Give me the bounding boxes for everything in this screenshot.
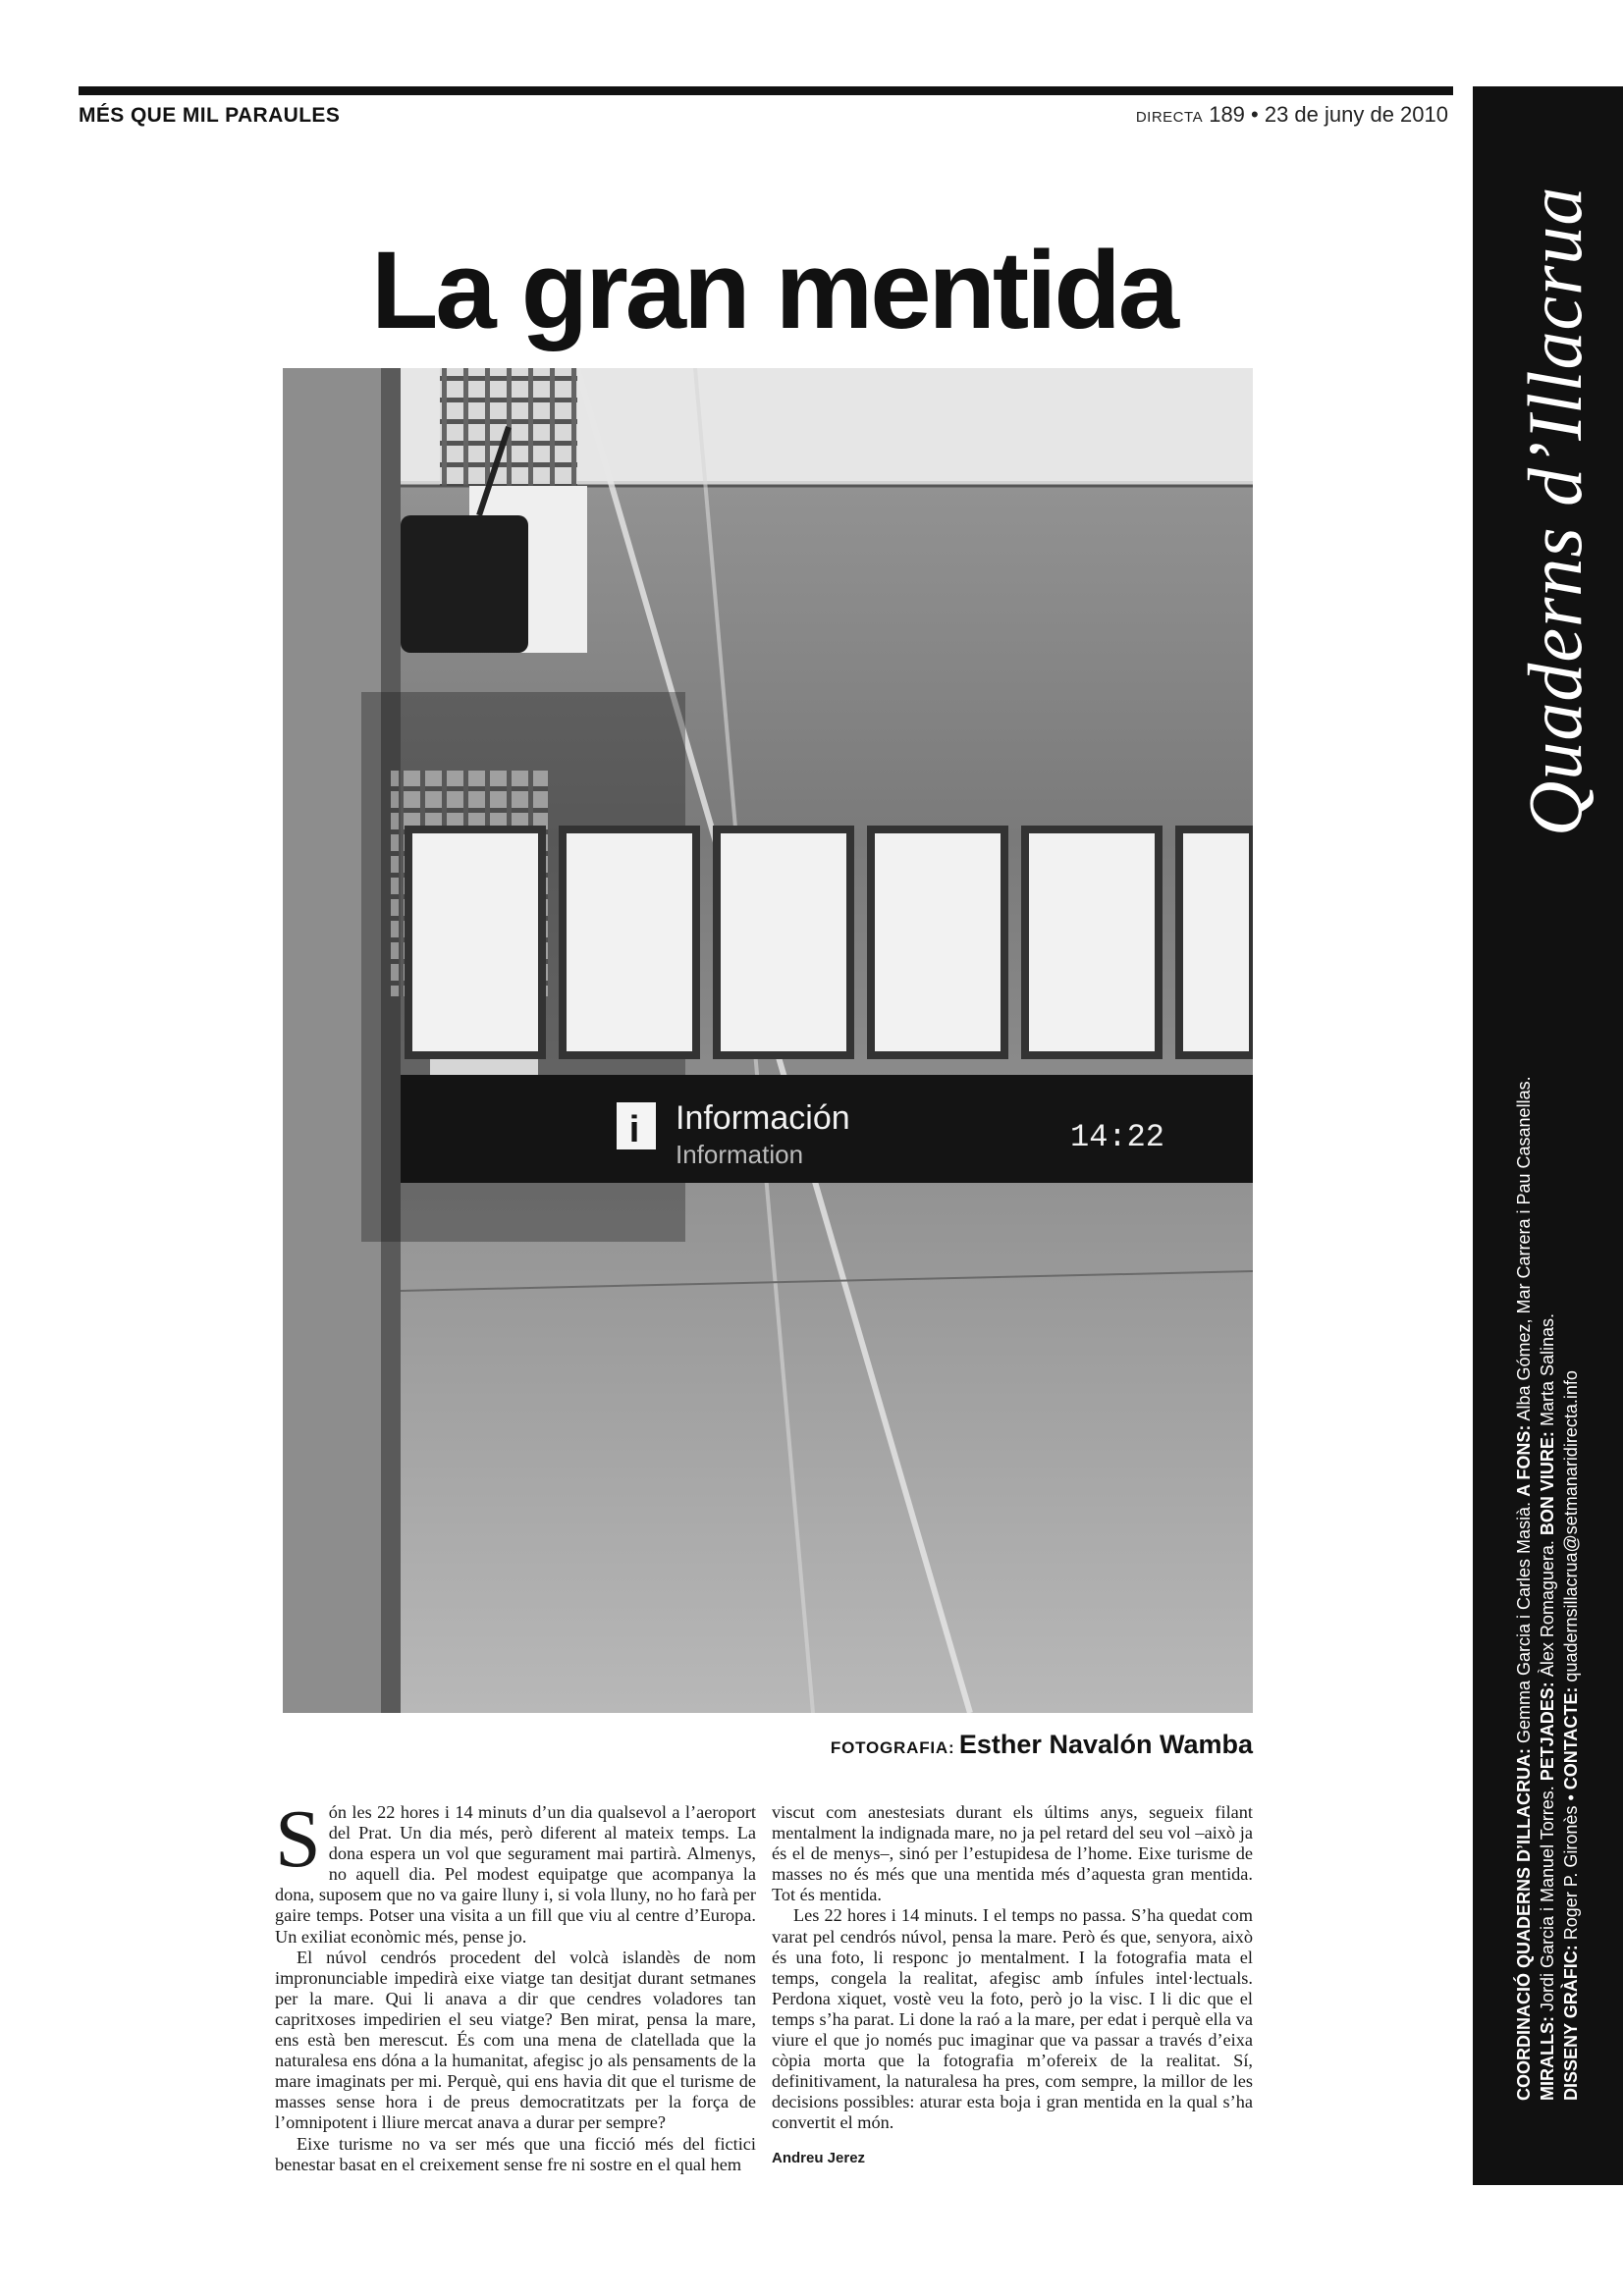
clock-display: 14:22: [1069, 1119, 1165, 1155]
svg-text:i: i: [628, 1109, 640, 1150]
publication-name: DIRECTA: [1135, 109, 1204, 126]
airport-photo: [283, 368, 1253, 1713]
article-paragraph: El núvol cendrós procedent del volcà islandès de nom impronunciable impedirà eixe viatge tan desitjat durant setmanes per la mare. Qui li anava a dir que cendres voladores tan capritxoses impedirien el seu viatge? Ben mirat, pensa la mare, ens està ben merescut. És com una mena de clatellada que la naturalesa ens dóna a la humanitat, afegisc jo als pensaments de la mare imaginats per mi. Perquè, qui ens havia dit que el turisme de masses sense hora i de preus democratitzats per la força de l’omnipotent i lliure mercat anava a durar per sempre?: [275, 1947, 756, 2133]
issue-date: 189 • 23 de juny de 2010: [1209, 102, 1448, 127]
article-body: [275, 1793, 1253, 2185]
article-column-1: [275, 1793, 756, 2175]
credits-line-2: MIRALLS: Jordi Garcia i Manuel Torres. PETJADES: Àlex Romaguera. BON VIURE: Marta Salinas.: [1538, 1312, 1557, 2101]
contact-email: quadernsillacrua@setmanaridirecta.info: [1561, 1370, 1581, 1682]
article-paragraph: Són les 22 hores i 14 minuts d’un dia qualsevol a l’aeroport del Prat. Un dia més, però diferent al mateix temps. La dona espera un vol que segurament mai partirà. Almenys, no aquell dia. Pel modest equipatge que acompanya la dona, suposem que no va gaire lluny i, si vola lluny, no ho farà per gaire temps. Potser una visita a un fill que viu al centre d’Europa. Un exiliat econòmic més, pense jo.: [275, 1793, 756, 1947]
sign-text: Información: [676, 1099, 850, 1137]
photograph: [283, 368, 1253, 1713]
section-title: MÉS QUE MIL PARAULES: [79, 104, 341, 127]
sign-text-2: Information: [676, 1140, 804, 1169]
page-title: La gran mentida: [370, 229, 1177, 351]
top-rule: [79, 86, 1453, 95]
issue-info: [1136, 102, 1448, 128]
article-paragraph: viscut com anestesiats durant els últims anys, segueix filant mentalment la indignada mare, no ja pel retard del seu vol –això ja és el de menys–, sinó per l’estupidesa de l’home. Eixe turisme de masses no és més que una mentida més d’aquesta gran mentida. Tot és mentida.: [772, 1802, 1253, 1905]
credits-line-1: COORDINACIÓ QUADERNS D’ILLACRUA: Gemma Garcia i Carles Masià. A FONS: Alba Gómez, Mar Carrera i Pau Casanellas.: [1514, 1076, 1534, 2101]
photographer-name: Esther Navalón Wamba: [958, 1730, 1253, 1759]
article-column-2: [772, 1802, 1253, 2168]
credits-line-3: DISSENY GRÀFIC: Roger P. Gironès • CONTACTE: quadernsillacrua@setmanaridirecta.info: [1561, 1370, 1581, 2101]
article-paragraph: Les 22 hores i 14 minuts. I el temps no passa. S’ha quedat com varat pel cendrós núvol, pensa la mare. Però és que, senyora, això és una foto, li responc jo mentalment. I la fotografia mata el temps, congela la realitat, afegisc amb ínfules intel·lectuals. Perdona xiquet, vostè veu la foto, però jo la visc. I li dic que el temps s’ha parat. Li done la raó a la mare, per edat i perquè ella va viure el que jo només puc imaginar que va passar a través d’eixa còpia morta que la fotografia m’ofereix de la realitat. Sí, definitivament, la naturalesa ha pres, com sempre, la millor de les decisions possibles: aturar esta boja i gran mentida en la qual s’ha convertit el món.: [772, 1905, 1253, 2133]
brand-title: Quaderns d’Illacrua: [1512, 186, 1597, 836]
photo-credit: [831, 1730, 1253, 1760]
author-name: Andreu Jerez: [772, 2149, 866, 2166]
drop-cap: S: [275, 1793, 321, 1885]
credit-label: FOTOGRAFIA:: [830, 1738, 955, 1757]
article-paragraph: Eixe turisme no va ser més que una ficció més del fictici benestar basat en el creixement sense fre ni sostre en el qual hem: [275, 2133, 756, 2174]
